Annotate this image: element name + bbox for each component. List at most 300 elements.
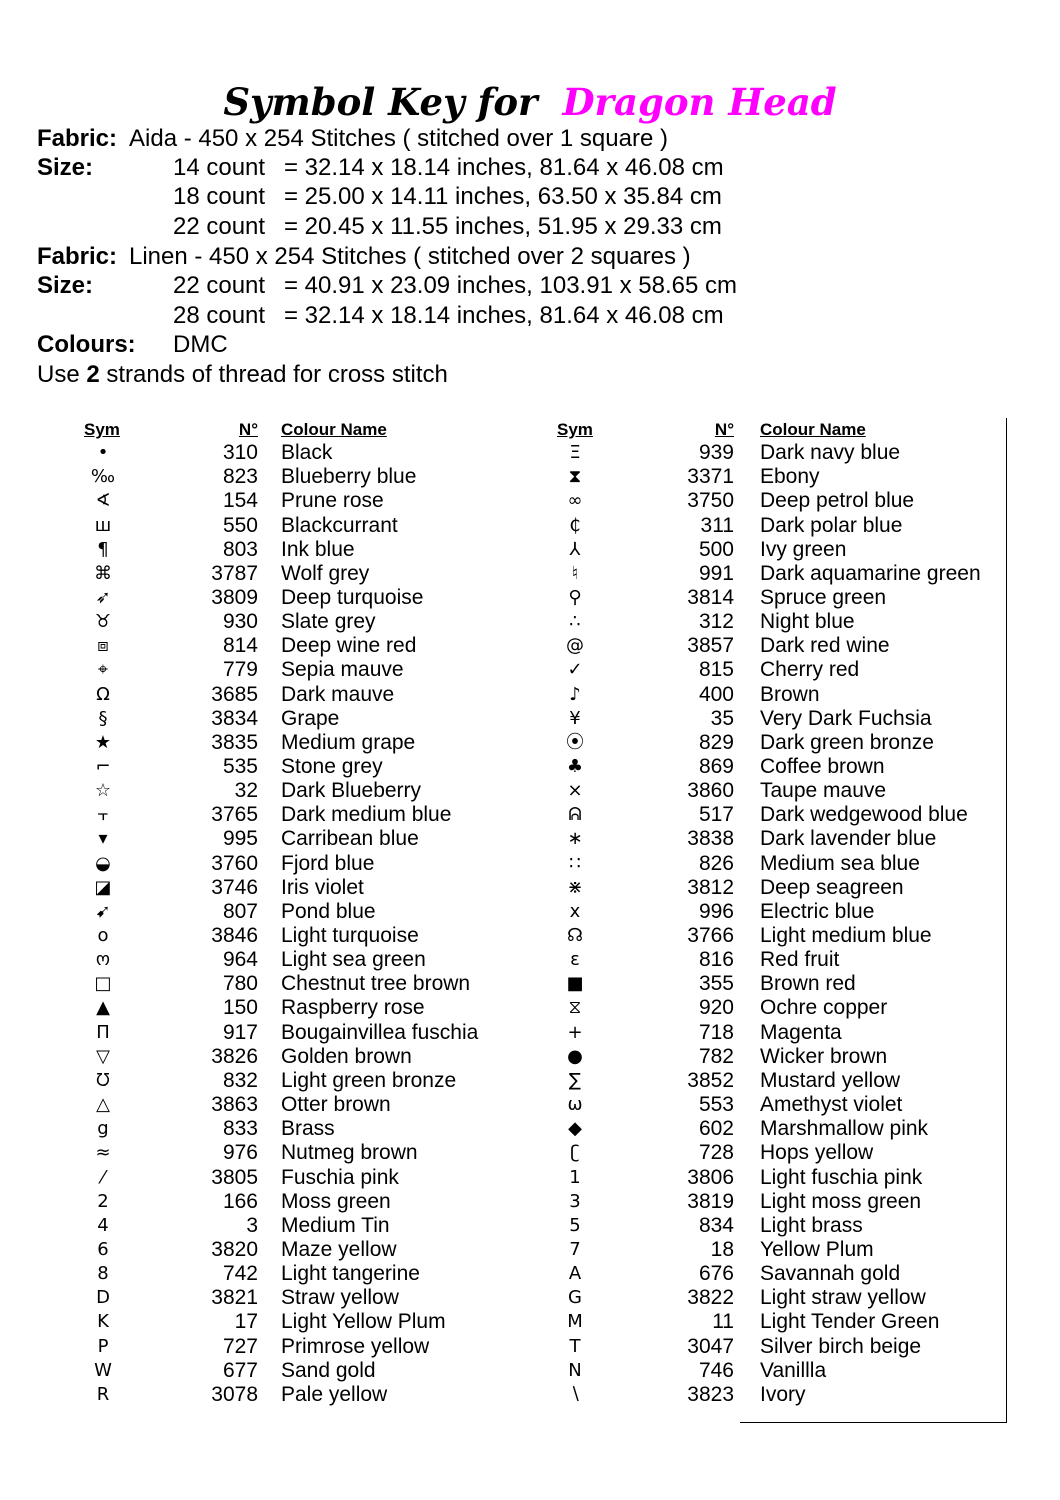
size-label: Size:: [37, 154, 94, 181]
row-colour-name: Primrose yellow: [281, 1334, 430, 1358]
row-symbol: ∴: [569, 611, 581, 632]
row-dmc-number: 500: [698, 537, 734, 561]
row-dmc-number: 832: [222, 1068, 258, 1092]
row-colour-name: Deep turquoise: [281, 585, 424, 609]
row-dmc-number: 35: [710, 706, 734, 730]
row-colour-name: Sand gold: [281, 1358, 376, 1382]
row-symbol: Ξ: [569, 442, 581, 463]
row-dmc-number: 3838: [687, 827, 734, 851]
row-dmc-number: 814: [222, 634, 258, 658]
row-colour-name: Very Dark Fuchsia: [760, 706, 932, 730]
row-colour-name: Ivy green: [760, 537, 847, 561]
row-colour-name: Moss green: [281, 1189, 391, 1213]
table-row: [0, 1286, 926, 1310]
size-count: 18 count: [173, 183, 266, 210]
row-dmc-number: 311: [700, 513, 734, 537]
size-line: [0, 153, 1060, 182]
row-dmc-number: 3078: [211, 1382, 258, 1406]
table-row: [0, 610, 855, 634]
table-row: [0, 634, 890, 658]
size-value: = 25.00 x 14.11 inches, 63.50 x 35.84 cm: [284, 183, 722, 210]
row-symbol: △: [96, 1094, 110, 1115]
row-dmc-number: 3823: [687, 1382, 734, 1406]
row-symbol: ო: [95, 949, 111, 971]
row-colour-name: Light turquoise: [281, 924, 419, 947]
row-symbol: N: [568, 1359, 582, 1381]
row-dmc-number: 312: [698, 610, 734, 633]
row-symbol: o: [97, 925, 109, 946]
row-symbol: ʗ: [570, 1142, 580, 1164]
table-row: [0, 441, 901, 465]
row-symbol: ∢: [95, 490, 111, 512]
row-dmc-number: 677: [222, 1358, 258, 1382]
row-colour-name: Light brass: [760, 1213, 863, 1237]
row-dmc-number: 834: [698, 1213, 734, 1237]
row-colour-name: Medium grape: [281, 730, 416, 754]
row-dmc-number: 3787: [211, 561, 258, 585]
header-num-left: N°: [238, 420, 258, 439]
size-line: [0, 301, 1060, 330]
table-row: [0, 875, 904, 900]
size-line: [0, 182, 1060, 211]
row-dmc-number: 11: [712, 1310, 734, 1334]
row-colour-name: Ink blue: [281, 537, 355, 561]
row-colour-name: Red fruit: [760, 948, 840, 972]
row-dmc-number: 833: [222, 1117, 258, 1141]
row-colour-name: Deep wine red: [281, 634, 417, 658]
row-colour-name: Light sea green: [281, 948, 426, 972]
table-row: [0, 585, 887, 610]
row-dmc-number: 807: [222, 899, 258, 923]
row-dmc-number: 746: [698, 1358, 734, 1382]
row-colour-name: Light green bronze: [281, 1068, 457, 1092]
table-row: [0, 1044, 888, 1069]
strands-note: [37, 360, 448, 389]
row-symbol: ⧖: [568, 997, 582, 1019]
row-symbol: ▲: [96, 997, 110, 1019]
strands-pre: Use: [37, 361, 87, 388]
row-colour-name: Light moss green: [760, 1189, 922, 1213]
row-colour-name: Slate grey: [281, 610, 376, 633]
fabric-linen-line: [0, 242, 1060, 271]
row-dmc-number: 3750: [687, 489, 734, 513]
row-symbol: ★: [94, 731, 112, 753]
row-symbol: T: [569, 1335, 581, 1357]
row-symbol: ●: [567, 1045, 583, 1067]
row-colour-name: Vanillla: [760, 1358, 827, 1382]
table-row: [0, 1093, 903, 1117]
row-dmc-number: 355: [698, 972, 734, 996]
row-symbol: ш: [94, 514, 112, 536]
table-row: [0, 658, 860, 682]
row-colour-name: Dark red wine: [760, 634, 890, 658]
row-colour-name: Carribean blue: [281, 827, 419, 851]
row-dmc-number: 930: [222, 610, 258, 633]
row-symbol: ∗: [567, 828, 583, 850]
row-dmc-number: 823: [222, 465, 258, 489]
row-dmc-number: 166: [222, 1189, 258, 1213]
row-dmc-number: 728: [698, 1141, 734, 1165]
row-symbol: W: [94, 1359, 112, 1381]
row-colour-name: Dark mauve: [281, 682, 395, 706]
row-dmc-number: 3: [246, 1213, 258, 1237]
row-colour-name: Dark green bronze: [760, 730, 934, 754]
row-colour-name: Blackcurrant: [281, 513, 398, 537]
row-symbol: Ω: [96, 683, 110, 705]
table-border-horizontal: [740, 1422, 1007, 1423]
row-dmc-number: 779: [222, 658, 258, 682]
row-dmc-number: 996: [698, 899, 734, 923]
row-symbol: ■: [566, 973, 584, 995]
row-colour-name: Dark navy blue: [760, 441, 901, 464]
row-colour-name: Dark polar blue: [760, 513, 903, 537]
row-symbol: ⧈: [97, 635, 109, 657]
row-colour-name: Brass: [281, 1117, 335, 1141]
row-dmc-number: 3765: [211, 803, 258, 827]
row-dmc-number: 150: [222, 996, 258, 1020]
table-row: [0, 706, 932, 731]
row-symbol: 7: [569, 1238, 581, 1260]
row-dmc-number: 676: [698, 1262, 734, 1286]
row-symbol: R: [96, 1383, 110, 1405]
colours-line: [0, 330, 1060, 359]
strands-count: 2: [86, 361, 100, 388]
row-symbol: K: [97, 1311, 109, 1333]
table-row: [0, 924, 932, 948]
table-row: [0, 1165, 923, 1190]
row-colour-name: Maze yellow: [281, 1237, 397, 1261]
row-colour-name: Savannah gold: [760, 1262, 901, 1286]
row-symbol: 3: [569, 1190, 581, 1212]
row-symbol: ≈: [95, 1142, 111, 1164]
row-colour-name: Dark Blueberry: [281, 779, 422, 803]
row-dmc-number: 3826: [211, 1044, 258, 1068]
row-symbol: ✓: [567, 659, 583, 681]
row-dmc-number: 718: [698, 1020, 734, 1044]
row-dmc-number: 939: [698, 441, 734, 464]
fabric-label: Fabric:: [37, 125, 118, 152]
row-colour-name: Light Tender Green: [760, 1310, 940, 1334]
row-dmc-number: 3822: [687, 1286, 734, 1310]
row-symbol: Π: [96, 1021, 110, 1043]
table-row: [0, 1068, 901, 1093]
row-dmc-number: 3809: [211, 585, 258, 609]
row-symbol: M: [567, 1311, 583, 1333]
table-row: [0, 1334, 922, 1359]
fabric-linen-text: Linen - 450 x 254 Stitches ( stitched over 2 squares ): [129, 243, 691, 270]
row-colour-name: Ochre copper: [760, 996, 888, 1020]
row-symbol: 5: [569, 1214, 581, 1236]
fabric-label: Fabric:: [37, 243, 118, 270]
row-symbol: ▾: [98, 828, 108, 850]
row-dmc-number: 3835: [211, 730, 258, 754]
row-dmc-number: 154: [222, 489, 258, 513]
fabric-aida-line: [0, 124, 1060, 153]
row-symbol: G: [568, 1287, 582, 1309]
colours-label: Colours:: [37, 331, 136, 358]
row-dmc-number: 3760: [211, 851, 258, 875]
row-colour-name: Blueberry blue: [281, 465, 417, 489]
row-colour-name: Medium Tin: [281, 1213, 390, 1237]
row-colour-name: Electric blue: [760, 899, 875, 923]
row-dmc-number: 995: [222, 827, 258, 851]
table-row: [0, 827, 937, 851]
row-dmc-number: 3819: [687, 1189, 734, 1213]
row-dmc-number: 535: [222, 755, 258, 778]
row-symbol: ⌘: [94, 562, 112, 584]
row-dmc-number: 3806: [687, 1165, 734, 1189]
row-colour-name: Marshmallow pink: [760, 1117, 929, 1141]
row-symbol: ¶: [97, 538, 109, 560]
row-colour-name: Fjord blue: [281, 851, 375, 875]
row-symbol: +: [567, 1021, 583, 1043]
header-name-right: Colour Name: [760, 420, 866, 439]
header-sym-left: Sym: [84, 420, 120, 439]
row-colour-name: Light Yellow Plum: [281, 1310, 446, 1334]
table-row: [0, 1310, 940, 1334]
row-colour-name: Brown: [760, 682, 820, 706]
row-symbol: @: [566, 635, 584, 657]
row-symbol: A: [568, 1263, 582, 1285]
table-row: [0, 1237, 874, 1262]
title-main: Symbol Key for: [223, 80, 538, 124]
table-row: [0, 1213, 863, 1238]
row-colour-name: Cherry red: [760, 658, 860, 682]
row-colour-name: Light straw yellow: [760, 1286, 926, 1310]
size-count: 14 count: [173, 154, 266, 181]
row-symbol: ⌖: [97, 659, 109, 681]
table-row: [0, 948, 840, 972]
row-colour-name: Deep seagreen: [760, 875, 904, 899]
row-symbol: ∖: [569, 1383, 581, 1405]
row-symbol: ⚲: [568, 586, 582, 608]
row-dmc-number: 517: [698, 803, 734, 827]
row-dmc-number: 976: [222, 1141, 258, 1165]
row-symbol: 4: [97, 1214, 109, 1236]
table-row: [0, 682, 820, 707]
row-dmc-number: 917: [222, 1020, 258, 1044]
row-symbol: ◒: [95, 852, 111, 874]
row-dmc-number: 803: [222, 537, 258, 561]
row-symbol: ∷: [569, 852, 581, 874]
table-row: [0, 1020, 842, 1045]
row-symbol: ♣: [566, 756, 584, 777]
table-row: [0, 851, 920, 876]
row-colour-name: Prune rose: [281, 489, 384, 513]
size-label: Size:: [37, 272, 94, 299]
row-dmc-number: 3047: [687, 1334, 734, 1358]
table-row: [0, 1382, 806, 1407]
row-dmc-number: 32: [234, 779, 258, 803]
table-row: [0, 803, 968, 827]
table-row: [0, 779, 887, 803]
row-colour-name: Medium sea blue: [760, 851, 920, 875]
row-dmc-number: 3746: [211, 875, 258, 899]
header-name-left: Colour Name: [281, 420, 387, 439]
fabric-aida-text: Aida - 450 x 254 Stitches ( stitched over 1 square ): [129, 125, 668, 152]
row-colour-name: Grape: [281, 706, 340, 730]
row-symbol: 6: [97, 1238, 109, 1260]
row-symbol: ♮: [571, 562, 579, 584]
strands-post: strands of thread for cross stitch: [99, 361, 448, 388]
row-colour-name: Brown red: [760, 972, 856, 996]
row-symbol: ⨯: [567, 780, 583, 802]
row-symbol: ➶: [95, 586, 111, 608]
row-symbol: ᘮ: [96, 1069, 110, 1091]
row-colour-name: Bougainvillea fuschia: [281, 1020, 479, 1044]
row-dmc-number: 3814: [687, 585, 734, 609]
row-dmc-number: 991: [698, 561, 734, 585]
table-row: [0, 899, 875, 924]
row-colour-name: Pond blue: [281, 899, 376, 923]
row-dmc-number: 964: [222, 948, 258, 972]
header-num-right: N°: [714, 420, 734, 439]
row-symbol: 2: [97, 1190, 109, 1212]
row-symbol: ᕱ: [568, 804, 582, 826]
row-colour-name: Silver birch beige: [760, 1334, 922, 1358]
row-dmc-number: 780: [222, 972, 258, 996]
row-dmc-number: 3846: [211, 924, 258, 947]
table-row: [0, 1117, 929, 1141]
row-colour-name: Pale yellow: [281, 1382, 388, 1406]
row-dmc-number: 869: [698, 755, 734, 778]
row-dmc-number: 17: [234, 1310, 258, 1334]
row-symbol: •: [97, 442, 109, 463]
row-symbol: ⫟: [97, 804, 109, 826]
row-colour-name: Dark lavender blue: [760, 827, 937, 851]
row-colour-name: Chestnut tree brown: [281, 972, 471, 996]
row-colour-name: Wolf grey: [281, 561, 370, 585]
row-symbol: ◆: [568, 1118, 582, 1140]
table-row: [0, 972, 856, 996]
colours-value: DMC: [173, 331, 228, 358]
row-colour-name: Hops yellow: [760, 1141, 874, 1165]
row-colour-name: Taupe mauve: [760, 779, 887, 803]
row-dmc-number: 3805: [211, 1165, 258, 1189]
row-dmc-number: 742: [222, 1262, 258, 1286]
row-dmc-number: 400: [698, 682, 734, 706]
row-colour-name: Wicker brown: [760, 1044, 888, 1068]
size-value: = 40.91 x 23.09 inches, 103.91 x 58.65 cm: [284, 272, 737, 299]
row-colour-name: Mustard yellow: [760, 1068, 901, 1092]
row-colour-name: Golden brown: [281, 1044, 412, 1068]
row-symbol: ⅄: [569, 538, 581, 560]
row-symbol: ₵: [569, 514, 581, 536]
table-row: [0, 755, 885, 779]
row-symbol: 1: [569, 1166, 581, 1188]
table-row: [0, 513, 903, 538]
row-colour-name: Otter brown: [281, 1093, 391, 1116]
row-dmc-number: 3860: [687, 779, 734, 803]
row-symbol: ‰: [90, 466, 116, 488]
size-count: 28 count: [173, 302, 266, 329]
row-colour-name: Black: [281, 441, 333, 464]
row-dmc-number: 3852: [687, 1068, 734, 1092]
row-symbol: ♉: [94, 611, 112, 632]
table-row: [0, 1358, 827, 1383]
row-colour-name: Fuschia pink: [281, 1165, 399, 1189]
row-symbol: ☆: [94, 780, 112, 802]
row-colour-name: Light tangerine: [281, 1262, 420, 1286]
row-dmc-number: 782: [698, 1044, 734, 1068]
row-colour-name: Amethyst violet: [760, 1093, 903, 1116]
row-symbol: ¥: [569, 707, 581, 729]
row-colour-name: Straw yellow: [281, 1286, 399, 1310]
row-symbol: ⦿: [566, 731, 584, 753]
table-row: [0, 996, 888, 1020]
row-dmc-number: 3812: [687, 875, 734, 899]
row-symbol: ω: [567, 1094, 583, 1115]
size-value: = 32.14 x 18.14 inches, 81.64 x 46.08 cm: [284, 154, 724, 181]
row-colour-name: Dark medium blue: [281, 803, 452, 827]
row-symbol: □: [94, 973, 112, 995]
table-row: [0, 489, 915, 513]
row-dmc-number: 3821: [211, 1286, 258, 1310]
row-symbol: §: [98, 707, 108, 729]
row-symbol: ∑: [568, 1069, 582, 1091]
row-dmc-number: 727: [222, 1334, 258, 1358]
row-dmc-number: 3685: [211, 682, 258, 706]
size-value: = 32.14 x 18.14 inches, 81.64 x 46.08 cm: [284, 302, 724, 329]
table-border-vertical: [1006, 418, 1007, 1423]
row-dmc-number: 3857: [687, 634, 734, 658]
table-row: [0, 1189, 922, 1214]
row-symbol: P: [97, 1335, 109, 1357]
row-colour-name: Light medium blue: [760, 924, 932, 947]
row-dmc-number: 826: [698, 851, 734, 875]
row-colour-name: Spruce green: [760, 585, 887, 609]
page-title: [0, 80, 1060, 124]
row-colour-name: Stone grey: [281, 755, 383, 778]
row-dmc-number: 602: [698, 1117, 734, 1141]
row-dmc-number: 3766: [687, 924, 734, 947]
table-row: [0, 1262, 901, 1286]
row-symbol: ➹: [95, 900, 111, 922]
row-symbol: ◪: [94, 876, 112, 898]
row-colour-name: Sepia mauve: [281, 658, 404, 682]
row-dmc-number: 3834: [211, 706, 258, 730]
size-value: = 20.45 x 11.55 inches, 51.95 x 29.33 cm: [284, 213, 722, 240]
row-colour-name: Dark wedgewood blue: [760, 803, 968, 827]
row-colour-name: Iris violet: [281, 875, 364, 899]
row-colour-name: Coffee brown: [760, 755, 885, 778]
row-dmc-number: 829: [698, 730, 734, 754]
row-colour-name: Yellow Plum: [760, 1237, 874, 1261]
row-colour-name: Dark aquamarine green: [760, 561, 981, 585]
row-symbol: x: [569, 900, 581, 922]
row-symbol: ⁄: [101, 1166, 105, 1188]
row-symbol: ▽: [96, 1045, 110, 1067]
table-row: [0, 465, 820, 489]
row-dmc-number: 18: [710, 1237, 734, 1261]
row-dmc-number: 550: [222, 513, 258, 537]
row-dmc-number: 920: [698, 996, 734, 1020]
row-dmc-number: 3371: [687, 465, 734, 489]
row-symbol: D: [96, 1287, 110, 1309]
size-line: [0, 271, 1060, 300]
row-colour-name: Raspberry rose: [281, 996, 425, 1020]
row-symbol: ☊: [567, 925, 583, 946]
row-colour-name: Ebony: [760, 465, 820, 489]
row-dmc-number: 815: [698, 658, 734, 682]
row-colour-name: Light fuschia pink: [760, 1165, 923, 1189]
row-symbol: ⧗: [568, 466, 582, 488]
header-sym-right: Sym: [557, 420, 593, 439]
row-colour-name: Night blue: [760, 610, 855, 633]
row-dmc-number: 553: [698, 1093, 734, 1116]
size-count: 22 count: [173, 213, 266, 240]
row-symbol: ⋇: [567, 876, 583, 898]
